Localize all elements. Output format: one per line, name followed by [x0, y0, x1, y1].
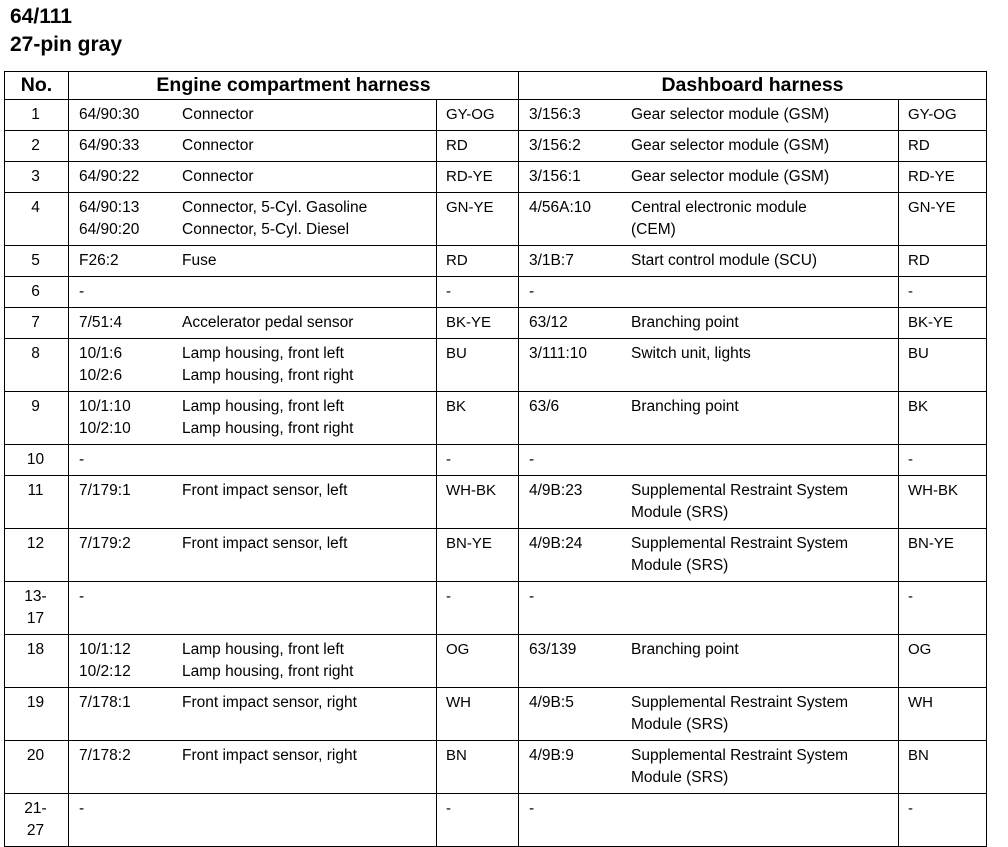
dashboard-component	[621, 312, 898, 334]
engine-wire-color: -	[437, 582, 519, 635]
pin-number-cell	[5, 582, 69, 635]
dashboard-harness-cell	[519, 688, 899, 741]
pin-number: 9	[31, 398, 40, 415]
dashboard-component	[621, 692, 898, 736]
dashboard-component	[621, 586, 898, 608]
engine-location: 64/90:20	[79, 221, 140, 238]
dashboard-wire-color: WH-BK	[899, 476, 987, 529]
engine-harness-cell	[69, 476, 437, 529]
engine-component: Front impact sensor, right	[182, 694, 357, 711]
dashboard-location: -	[529, 451, 535, 468]
dashboard-location: -	[529, 800, 535, 817]
table-row	[5, 193, 987, 246]
table-row	[5, 277, 987, 308]
dashboard-component-line: Module (SRS)	[631, 769, 729, 786]
dashboard-wire-color: BU	[899, 339, 987, 392]
engine-component: Connector	[182, 168, 254, 185]
engine-location: 64/90:22	[79, 168, 140, 185]
engine-wire-color: OG	[437, 635, 519, 688]
engine-harness-cell	[69, 131, 437, 162]
engine-wire-color: BK	[437, 392, 519, 445]
dashboard-location: 4/9B:9	[529, 747, 574, 764]
engine-location: 7/178:1	[79, 694, 131, 711]
engine-component: Connector	[182, 137, 254, 154]
table-row	[5, 131, 987, 162]
engine-harness-cell	[69, 582, 437, 635]
dashboard-harness-cell	[519, 162, 899, 193]
table-row	[5, 582, 987, 635]
engine-location: 7/178:2	[79, 747, 131, 764]
dashboard-component-line: Start control module (SCU)	[631, 252, 818, 269]
engine-location: -	[79, 283, 85, 300]
table-row	[5, 794, 987, 847]
dashboard-component-line: Module (SRS)	[631, 557, 729, 574]
engine-wire-color: WH	[437, 688, 519, 741]
column-header-no: No.	[5, 72, 69, 100]
engine-harness-cell	[69, 529, 437, 582]
engine-location: 10/1:12	[79, 641, 131, 658]
engine-location: 10/2:10	[79, 420, 131, 437]
pin-number: 11	[27, 482, 44, 499]
engine-location: 7/179:2	[79, 535, 131, 552]
dashboard-harness-cell	[519, 582, 899, 635]
pin-number-cell	[5, 741, 69, 794]
dashboard-component-line: (CEM)	[631, 221, 676, 238]
pin-number-cell	[5, 308, 69, 339]
dashboard-component-line: Central electronic module	[631, 199, 807, 216]
dashboard-component	[621, 104, 898, 126]
dashboard-component-line: Branching point	[631, 314, 739, 331]
dashboard-harness-cell	[519, 277, 899, 308]
engine-location: 64/90:30	[79, 106, 140, 123]
dashboard-component	[621, 745, 898, 789]
dashboard-location: 4/56A:10	[529, 199, 592, 216]
table-header-row	[5, 72, 987, 100]
dashboard-component-line: Supplemental Restraint System	[631, 482, 849, 499]
engine-harness-cell	[69, 445, 437, 476]
engine-wire-color: GN-YE	[437, 193, 519, 246]
engine-component: Lamp housing, front right	[182, 420, 354, 437]
table-row	[5, 246, 987, 277]
engine-harness-cell	[69, 339, 437, 392]
pin-number-cell	[5, 131, 69, 162]
table-row	[5, 476, 987, 529]
dashboard-location: 3/1B:7	[529, 252, 574, 269]
dashboard-component	[621, 135, 898, 157]
table-row	[5, 162, 987, 193]
pin-number-cell	[5, 246, 69, 277]
dashboard-wire-color: BN-YE	[899, 529, 987, 582]
table-row	[5, 635, 987, 688]
engine-component: Accelerator pedal sensor	[182, 314, 354, 331]
dashboard-harness-cell	[519, 100, 899, 131]
pin-number: 17	[26, 610, 45, 627]
pin-number-cell	[5, 193, 69, 246]
dashboard-harness-cell	[519, 246, 899, 277]
dashboard-wire-color: RD	[899, 246, 987, 277]
dashboard-location: 3/156:1	[529, 168, 581, 185]
engine-component: Lamp housing, front right	[182, 367, 354, 384]
engine-location: 64/90:33	[79, 137, 140, 154]
pin-number: 6	[31, 283, 40, 300]
engine-harness-cell	[69, 635, 437, 688]
engine-wire-color: RD-YE	[437, 162, 519, 193]
pin-number-cell	[5, 277, 69, 308]
dashboard-wire-color: BK	[899, 392, 987, 445]
column-header-engine-harness: Engine compartment harness	[69, 72, 519, 100]
pin-assignment-table	[4, 71, 987, 847]
engine-harness-cell	[69, 162, 437, 193]
pin-number-cell	[5, 339, 69, 392]
engine-wire-color: GY-OG	[437, 100, 519, 131]
engine-harness-cell	[69, 246, 437, 277]
dashboard-wire-color: -	[899, 445, 987, 476]
dashboard-location: 4/9B:5	[529, 694, 574, 711]
dashboard-wire-color: -	[899, 582, 987, 635]
pin-number: 10	[26, 451, 45, 468]
pin-number-cell	[5, 392, 69, 445]
engine-component: Connector, 5-Cyl. Gasoline	[182, 199, 368, 216]
dashboard-location: 4/9B:24	[529, 535, 583, 552]
engine-wire-color: -	[437, 277, 519, 308]
engine-wire-color: BU	[437, 339, 519, 392]
engine-harness-cell	[69, 392, 437, 445]
dashboard-harness-cell	[519, 193, 899, 246]
pin-number-cell	[5, 688, 69, 741]
connector-id-title: 64/111	[10, 5, 72, 28]
engine-location: 64/90:13	[79, 199, 140, 216]
engine-component: Lamp housing, front left	[182, 641, 344, 658]
pin-number: 2	[31, 137, 40, 154]
pin-number: 18	[26, 641, 45, 658]
engine-component: Lamp housing, front left	[182, 398, 344, 415]
dashboard-component-line: Gear selector module (GSM)	[631, 137, 830, 154]
pin-number: 3	[31, 168, 40, 185]
dashboard-location: 63/6	[529, 398, 560, 415]
dashboard-wire-color: BK-YE	[899, 308, 987, 339]
dashboard-component	[621, 396, 898, 418]
engine-component: Front impact sensor, right	[182, 747, 357, 764]
engine-location: -	[79, 800, 85, 817]
dashboard-harness-cell	[519, 445, 899, 476]
pin-number-cell	[5, 794, 69, 847]
dashboard-component-line: Branching point	[631, 398, 739, 415]
engine-wire-color: WH-BK	[437, 476, 519, 529]
engine-wire-color: -	[437, 794, 519, 847]
engine-component	[172, 798, 436, 820]
engine-wire-color: BN-YE	[437, 529, 519, 582]
table-row	[5, 308, 987, 339]
dashboard-harness-cell	[519, 339, 899, 392]
pin-number-cell	[5, 162, 69, 193]
dashboard-location: 3/111:10	[529, 345, 588, 362]
dashboard-component	[621, 250, 898, 272]
engine-harness-cell	[69, 193, 437, 246]
engine-location: -	[79, 588, 85, 605]
pin-number: 4	[31, 199, 40, 216]
dashboard-harness-cell	[519, 794, 899, 847]
dashboard-harness-cell	[519, 131, 899, 162]
dashboard-location: -	[529, 588, 535, 605]
pin-number-cell	[5, 100, 69, 131]
table-row	[5, 741, 987, 794]
engine-wire-color: BN	[437, 741, 519, 794]
dashboard-component	[621, 197, 898, 241]
engine-component: Connector	[182, 106, 254, 123]
pin-number: 13-	[24, 588, 47, 605]
pin-number-cell	[5, 445, 69, 476]
engine-harness-cell	[69, 741, 437, 794]
engine-harness-cell	[69, 688, 437, 741]
engine-component	[172, 586, 436, 608]
dashboard-component	[621, 480, 898, 524]
dashboard-wire-color: OG	[899, 635, 987, 688]
dashboard-component	[621, 639, 898, 661]
dashboard-wire-color: -	[899, 794, 987, 847]
dashboard-component	[621, 449, 898, 471]
dashboard-component	[621, 343, 898, 365]
dashboard-wire-color: -	[899, 277, 987, 308]
engine-location: F26:2	[79, 252, 119, 269]
engine-component: Connector, 5-Cyl. Diesel	[182, 221, 350, 238]
dashboard-harness-cell	[519, 392, 899, 445]
engine-component: Front impact sensor, left	[182, 535, 348, 552]
pin-number: 20	[26, 747, 45, 764]
engine-location: 10/1:10	[79, 398, 131, 415]
dashboard-wire-color: WH	[899, 688, 987, 741]
dashboard-location: 4/9B:23	[529, 482, 583, 499]
engine-location: 10/2:12	[79, 663, 131, 680]
dashboard-location: 63/12	[529, 314, 568, 331]
table-row	[5, 445, 987, 476]
engine-location: 10/2:6	[79, 367, 123, 384]
dashboard-harness-cell	[519, 529, 899, 582]
dashboard-harness-cell	[519, 476, 899, 529]
dashboard-component-line: Supplemental Restraint System	[631, 694, 849, 711]
dashboard-component	[621, 533, 898, 577]
dashboard-component	[621, 166, 898, 188]
pin-number: 1	[31, 106, 40, 123]
table-body	[5, 100, 987, 847]
engine-location: 10/1:6	[79, 345, 123, 362]
column-header-dashboard-harness: Dashboard harness	[519, 72, 987, 100]
engine-component: Lamp housing, front left	[182, 345, 344, 362]
dashboard-component-line: Switch unit, lights	[631, 345, 751, 362]
engine-component	[172, 281, 436, 303]
dashboard-component	[621, 281, 898, 303]
pin-number: 27	[26, 822, 45, 839]
dashboard-harness-cell	[519, 741, 899, 794]
dashboard-wire-color: GY-OG	[899, 100, 987, 131]
pin-number: 21-	[24, 800, 47, 817]
dashboard-location: 3/156:3	[529, 106, 581, 123]
table-row	[5, 100, 987, 131]
pin-number: 12	[26, 535, 45, 552]
connector-type-title: 27-pin gray	[10, 33, 123, 56]
engine-component: Fuse	[182, 252, 217, 269]
pin-number-cell	[5, 635, 69, 688]
dashboard-harness-cell	[519, 635, 899, 688]
dashboard-wire-color: RD-YE	[899, 162, 987, 193]
engine-harness-cell	[69, 100, 437, 131]
pin-number: 7	[31, 314, 40, 331]
dashboard-component	[621, 798, 898, 820]
dashboard-component-line: Supplemental Restraint System	[631, 535, 849, 552]
table-row	[5, 688, 987, 741]
engine-component	[172, 449, 436, 471]
engine-component: Front impact sensor, left	[182, 482, 348, 499]
dashboard-component-line: Supplemental Restraint System	[631, 747, 849, 764]
dashboard-component-line: Module (SRS)	[631, 504, 729, 521]
table-row	[5, 392, 987, 445]
engine-location: 7/51:4	[79, 314, 123, 331]
dashboard-component-line: Gear selector module (GSM)	[631, 106, 830, 123]
dashboard-component-line: Gear selector module (GSM)	[631, 168, 830, 185]
engine-wire-color: BK-YE	[437, 308, 519, 339]
pin-number: 19	[26, 694, 45, 711]
dashboard-location: 3/156:2	[529, 137, 581, 154]
pin-number: 8	[31, 345, 40, 362]
table-row	[5, 339, 987, 392]
pin-number-cell	[5, 529, 69, 582]
engine-component: Lamp housing, front right	[182, 663, 354, 680]
dashboard-location: 63/139	[529, 641, 577, 658]
dashboard-location: -	[529, 283, 535, 300]
engine-wire-color: RD	[437, 131, 519, 162]
engine-harness-cell	[69, 794, 437, 847]
engine-location: 7/179:1	[79, 482, 131, 499]
engine-harness-cell	[69, 277, 437, 308]
dashboard-component-line: Module (SRS)	[631, 716, 729, 733]
pin-number: 5	[31, 252, 40, 269]
engine-wire-color: RD	[437, 246, 519, 277]
pin-number-cell	[5, 476, 69, 529]
dashboard-wire-color: GN-YE	[899, 193, 987, 246]
table-row	[5, 529, 987, 582]
engine-wire-color: -	[437, 445, 519, 476]
dashboard-wire-color: RD	[899, 131, 987, 162]
engine-harness-cell	[69, 308, 437, 339]
engine-location: -	[79, 451, 85, 468]
dashboard-component-line: Branching point	[631, 641, 739, 658]
dashboard-wire-color: BN	[899, 741, 987, 794]
dashboard-harness-cell	[519, 308, 899, 339]
